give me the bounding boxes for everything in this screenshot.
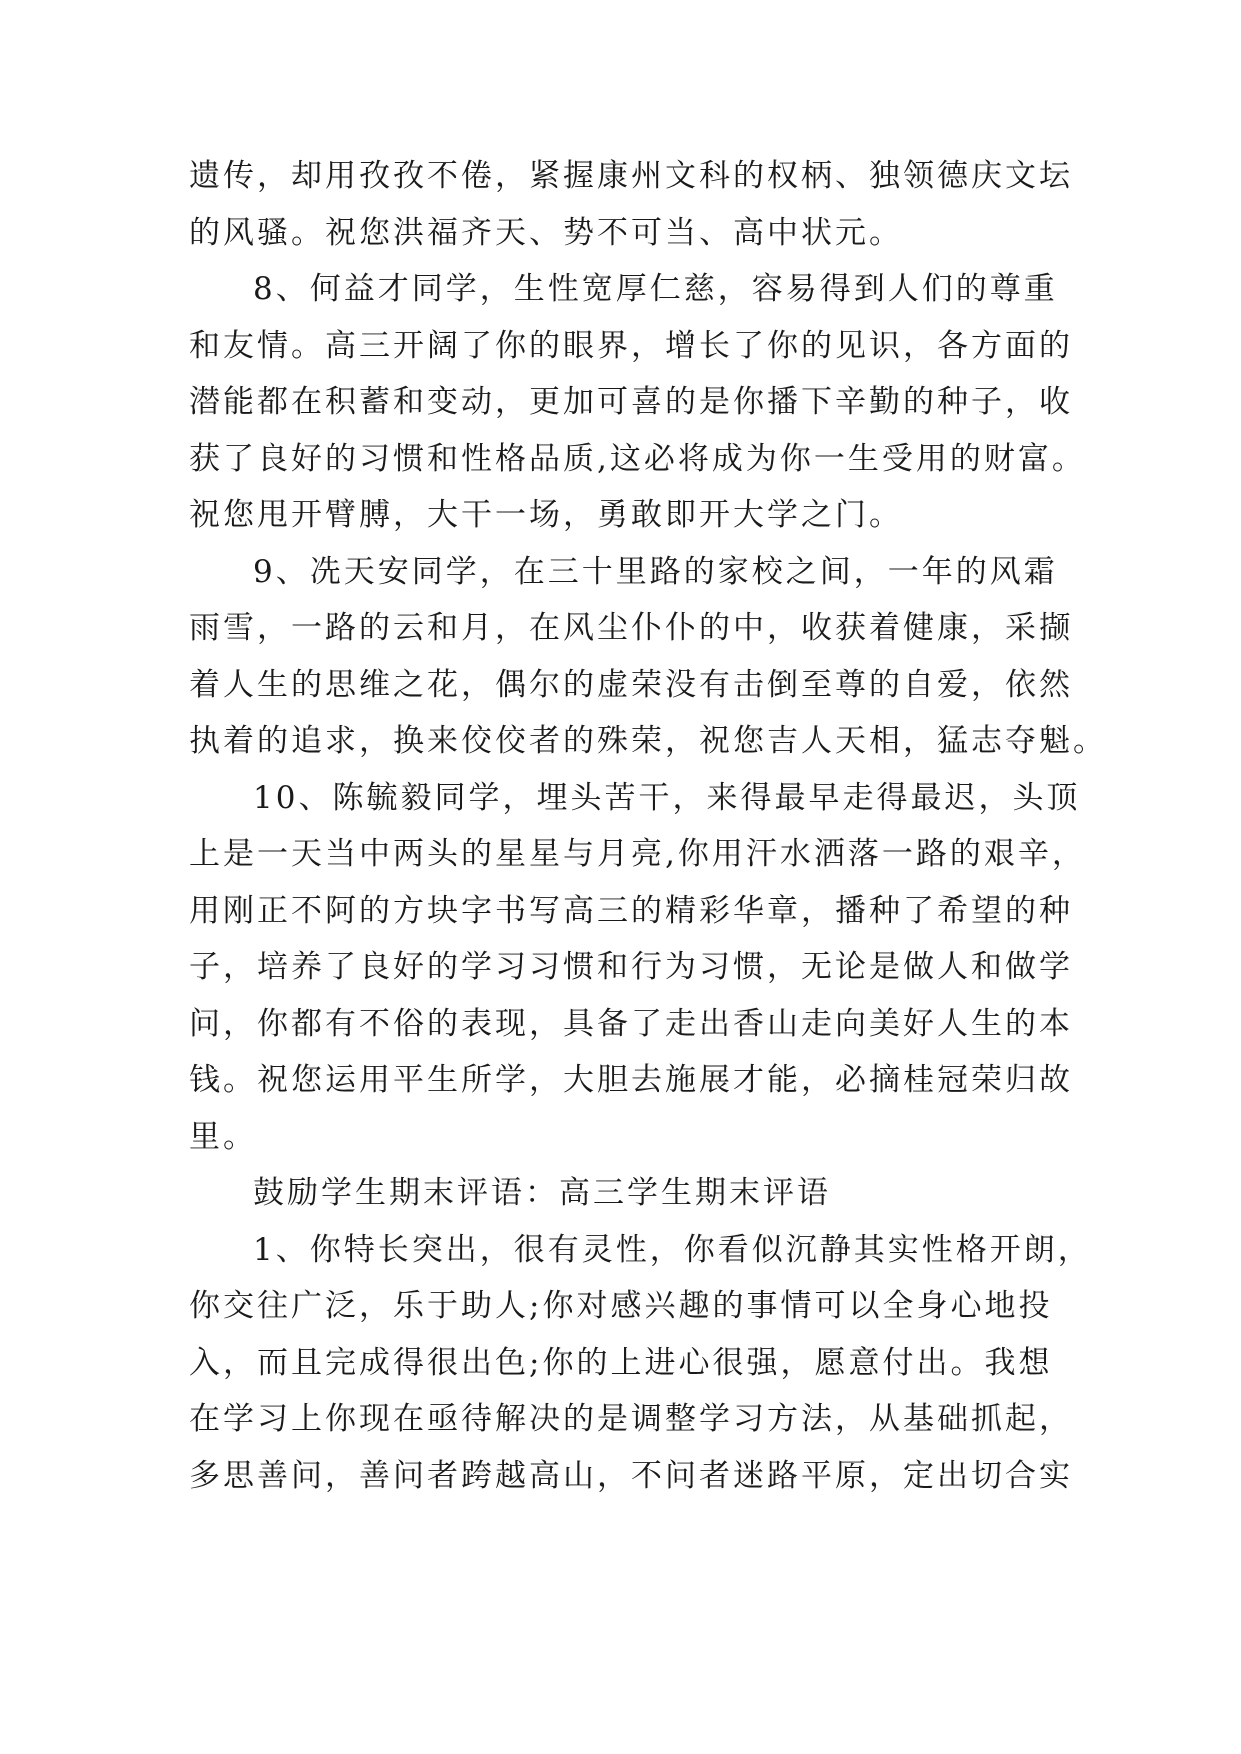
- text-line: 雨雪，一路的云和月，在风尘仆仆的中，收获着健康，采撷: [189, 610, 1073, 646]
- text-line: 潜能都在积蓄和变动，更加可喜的是你播下辛勤的种子，收: [189, 384, 1073, 420]
- text-line: 里。: [189, 1118, 257, 1155]
- section-heading: 鼓励学生期末评语：高三学生期末评语: [253, 1175, 831, 1211]
- text-line: 的风骚。祝您洪福齐天、势不可当、高中状元。: [189, 214, 903, 251]
- document-body: [189, 148, 1107, 1504]
- text-line: 8、何益才同学，生性宽厚仁慈，容易得到人们的尊重: [253, 271, 1058, 307]
- text-line: 9、冼天安同学，在三十里路的家校之间，一年的风霜: [253, 553, 1058, 590]
- text-line: 多思善问，善问者跨越高山，不问者迷路平原，定出切合实: [189, 1457, 1073, 1494]
- text-line: 在学习上你现在亟待解决的是调整学习方法，从基础抓起，: [189, 1401, 1073, 1437]
- text-line: 10、陈毓毅同学，埋头苦干，来得最早走得最迟，头顶: [253, 779, 1081, 816]
- text-line: 遗传，却用孜孜不倦，紧握康州文科的权柄、独领德庆文坛: [189, 158, 1073, 194]
- text-line: 和友情。高三开阔了你的眼界，增长了你的见识，各方面的: [189, 327, 1073, 364]
- text-line: 问，你都有不俗的表现，具备了走出香山走向美好人生的本: [189, 1005, 1073, 1042]
- text-line: 钱。祝您运用平生所学，大胆去施展才能，必摘桂冠荣归故: [189, 1062, 1073, 1098]
- text-line: 你交往广泛，乐于助人;你对感兴趣的事情可以全身心地投: [189, 1288, 1053, 1324]
- text-line: 祝您甩开臂膊，大干一场，勇敢即开大学之门。: [189, 497, 903, 533]
- text-line: 获了良好的习惯和性格品质,这必将成为你一生受用的财富。: [189, 440, 1086, 477]
- text-line: 入，而且完成得很出色;你的上进心很强，愿意付出。我想: [189, 1344, 1053, 1381]
- text-line: 1、你特长突出，很有灵性，你看似沉静其实性格开朗，: [253, 1231, 1092, 1268]
- text-line: 上是一天当中两头的星星与月亮,你用汗水洒落一路的艰辛，: [189, 836, 1086, 872]
- text-line: 用刚正不阿的方块字书写高三的精彩华章，播种了希望的种: [189, 892, 1073, 929]
- text-line: 着人生的思维之花，偶尔的虚荣没有击倒至尊的自爱，依然: [189, 666, 1073, 703]
- text-line: 执着的追求，换来佼佼者的殊荣，祝您吉人天相，猛志夺魁。: [189, 723, 1107, 759]
- text-line: 子，培养了良好的学习习惯和行为习惯，无论是做人和做学: [189, 949, 1073, 985]
